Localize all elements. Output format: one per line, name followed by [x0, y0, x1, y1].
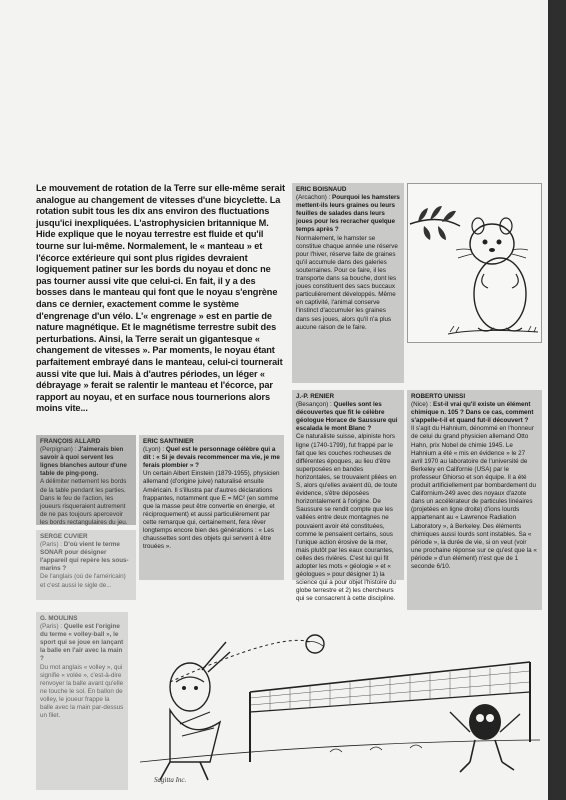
qa-question: Quelles sont les découvertes que fit le célèbre géologue Horace de Saussure qui escalada le mont Blanc ?	[296, 401, 398, 433]
qa-answer: A délimiter nettement les bords de la table pendant les parties. Dans le feu de l'action, les joueurs risqueraient autrement de ne pas toujours apercevoir les bords rectangulaires du jeu.	[40, 478, 128, 526]
qa-santinier	[139, 435, 284, 580]
qa-answer: Il s'agit du Hahnium, dénommé en l'honneur de celui du grand physicien allemand Otto Hahn, prix Nobel de chimie 1945. Le Hahnium a été « mis en évidence » le 27 avril 1970 au laboratoire de l'université de Berkeley en Californie (USA) par le professeur Ghiorso et son équipe. Il a été produit artificiellement par bombardement du Californium-249 avec des noyaux d'azote dans un accélérateur de particules linéaires (projetées en ligne droite) d'ions lourds appartenant au « Lawrence Radiation Laboratory », à Berkeley. Des éléments chimiques aussi lourds sont instables. Sa « période », la durée de vie, si on veut (voir une prochaine réponse sur ce qu'est que la « période » d'un élément) n'est que de 1 seconde 6/10.	[411, 425, 537, 570]
qa-question: Pourquoi les hamsters mettent-ils leurs graines ou leurs feuilles de salades dans leurs joues pour les recracher quelque temps après ?	[296, 194, 400, 234]
volleyball-drawing	[130, 612, 542, 790]
qa-cuvier	[36, 530, 136, 600]
qa-name: SERGE CUVIER	[40, 533, 88, 540]
qa-renier	[292, 390, 404, 603]
qa-moulins	[36, 612, 128, 790]
volleyball-cartoon	[130, 612, 542, 790]
qa-boisnaud	[292, 183, 404, 383]
qa-place: (Paris) :	[40, 623, 63, 631]
qa-answer: De l'anglais (où de l'américain) et c'est aussi le sigle de...	[40, 573, 126, 589]
qa-answer: Du mot anglais « volley », qui signifie « volée », c'est-à-dire renvoyer la balle avant qu'elle ne touche le sol. En ballon de volley, le joueur frappe la balle avec la main par-dessus un filet.	[40, 663, 124, 720]
qa-question: Quel est le personnage célèbre qui a dit : « Si je devais recommencer ma vie, je me ferais plombier » ?	[143, 446, 280, 470]
qa-question: D'où vient le terme SONAR pour désigner l'appareil qui repère les sous-marins ?	[40, 541, 129, 573]
qa-unissi	[407, 390, 542, 610]
qa-name: G. MOULINS	[40, 615, 78, 622]
qa-name: J.-P. RENIER	[296, 393, 335, 400]
qa-place: (Lyon) :	[143, 446, 165, 454]
qa-allard	[36, 435, 136, 525]
artist-signature: Sagitta Inc.	[154, 776, 187, 784]
qa-answer: Normalement, le hamster se constitue chaque année une réserve pour l'hiver, réserve faite de graines qu'il accumule dans des galeries souterraines. Pour ce faire, il les transporte dans sa bouche, dont les joues constituent des sacs buccaux particulièrement développés. Même en captivité, l'animal conserve l'instinct d'accumuler les graines dans ses joues, alors qu'il n'a plus aucune raison de le faire.	[296, 234, 398, 331]
scan-border	[548, 0, 566, 800]
qa-place: (Perpignan) :	[40, 446, 77, 454]
hamster-drawing	[408, 184, 543, 344]
intro-article	[36, 183, 286, 414]
qa-answer: Un certain Albert Einstein (1879-1955), physicien allemand (d'origine juive) naturalisé ensuite Américain. Il s'illustra par d'autres déclarations frappantes, notamment que E = MC² (en somme que la masse peut être convertie en énergie, et réciproquement) et aussi particulièrement par cette remarque qui, certainement, fera rêver longtemps encore bien des générations : « Les chaussettes sont des objets qui servent à être trouées ».	[143, 470, 280, 551]
qa-name: ERIC SANTINIER	[143, 438, 194, 445]
qa-place: (Nice) :	[411, 401, 432, 409]
ball-icon	[306, 635, 324, 653]
qa-place: (Besançon) :	[296, 401, 332, 409]
qa-place: (Arcachon) :	[296, 194, 331, 202]
qa-answer: Ce naturaliste suisse, alpiniste hors ligne (1740-1799), fut frappé par le fait que les couches rocheuses de différentes époques, au lieu d'être superposées en bandes horizontales, se trouvaient pliées en S, alors qu'elles avaient dû, de toute évidence, s'être déposées horizontalement à l'origine. De Saussure se rendit compte que les vallées entre deux montagnes ne pouvaient avoir été constituées, comme le pensaient certains, sous l'unique action érosive de la mer, mais plutôt par les eaux courantes, celles des rivières. C'est lui qui fit adopter les mots « géologie » et « géologues » pour désigner 1) la science qui a pour objet l'histoire du globe terrestre et 2) les chercheurs qui se consacrent à cette discipline.	[296, 433, 398, 603]
intro-text: Le mouvement de rotation de la Terre sur elle-même serait analogue au changement de vitesses d'une bicyclette. La rotation subit tous les dix ans environ des fluctuations jusqu'ici inexpliquées. L'astrophysicien britannique M. Hide explique que le noyau terrestre est fluide et qu'il tourne sur lui-même. Normalement, le « manteau » et l'écorce extérieure qui sont plus rigides devraient logiquement patiner sur les bords du noyau et donc ne pas tourner aussi vite que celui-ci. En fait, il y a des bosses dans le manteau qui font que le noyau s'engrène dans ce dernier, exactement comme le système d'engrenage d'un vélo. L'« engrenage » est en partie de nature magnétique. Et le magnétisme terrestre subit des perturbations. Ainsi, la Terre serait un gigantesque « changement de vitesses ». Par moments, le noyau étant parfaitement embrayé dans le manteau, celui-ci tournerait aussi vite que lui. Mais à d'autres périodes, un léger « débrayage » ferait se ralentir le manteau et l'écorce, par rapport au noyau, et en surface nous tournerions alors moins vite...	[36, 183, 285, 414]
qa-name: ERIC BOISNAUD	[296, 186, 347, 193]
qa-name: FRANÇOIS ALLARD	[40, 438, 101, 445]
qa-question: J'aimerais bien savoir à quoi servent les lignes blanches autour d'une table de ping-pong.	[40, 446, 127, 478]
qa-place: (Paris) :	[40, 541, 63, 549]
qa-question: Quelle est l'origine du terme « volley-ball », le sport qui se joue en lançant la balle en l'air avec la main ?	[40, 623, 124, 663]
hamster-illustration	[407, 183, 542, 343]
qa-question: Est-il vrai qu'il existe un élément chimique n. 105 ? Dans ce cas, comment s'appelle-t-il et quand fut-il découvert ?	[411, 401, 534, 425]
qa-name: ROBERTO UNISSI	[411, 393, 466, 400]
